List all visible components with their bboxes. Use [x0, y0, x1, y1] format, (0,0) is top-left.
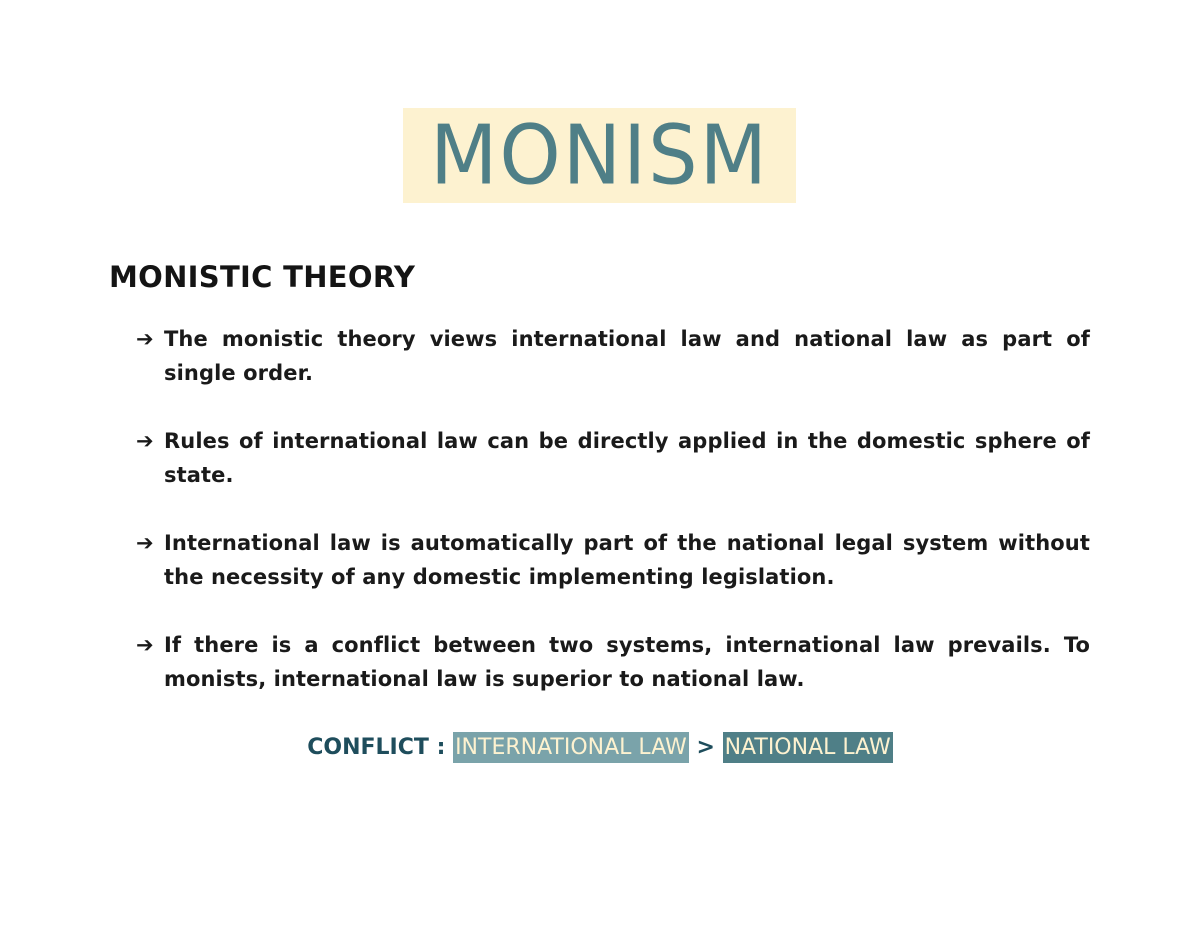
international-law-highlight: INTERNATIONAL LAW	[453, 732, 689, 763]
arrow-right-icon: ➔	[136, 633, 154, 657]
arrow-right-icon: ➔	[136, 531, 154, 555]
bullet-item	[136, 628, 1090, 696]
bullet-text: Rules of international law can be directly applied in the domestic sphere of state.	[164, 429, 1090, 487]
section-heading: MONISTIC THEORY	[109, 260, 416, 294]
arrow-right-icon: ➔	[136, 429, 154, 453]
conflict-summary	[0, 730, 1200, 766]
greater-than-operator: >	[696, 735, 715, 760]
title-banner	[403, 108, 796, 203]
page-title: MONISM	[430, 108, 769, 203]
conflict-separator: :	[436, 735, 446, 760]
bullet-text: The monistic theory views international law and national law as part of single order.	[164, 327, 1090, 385]
bullet-text: If there is a conflict between two systems, international law prevails. To monists, international law is superior to national law.	[164, 633, 1090, 691]
bullet-item	[136, 322, 1090, 390]
bullet-item	[136, 424, 1090, 492]
bullet-list	[136, 322, 1090, 730]
bullet-text: International law is automatically part of the national legal system without the necessity of any domestic implementing legislation.	[164, 531, 1090, 589]
arrow-right-icon: ➔	[136, 327, 154, 351]
national-law-highlight: NATIONAL LAW	[723, 732, 893, 763]
bullet-item	[136, 526, 1090, 594]
conflict-label: CONFLICT	[307, 735, 429, 760]
